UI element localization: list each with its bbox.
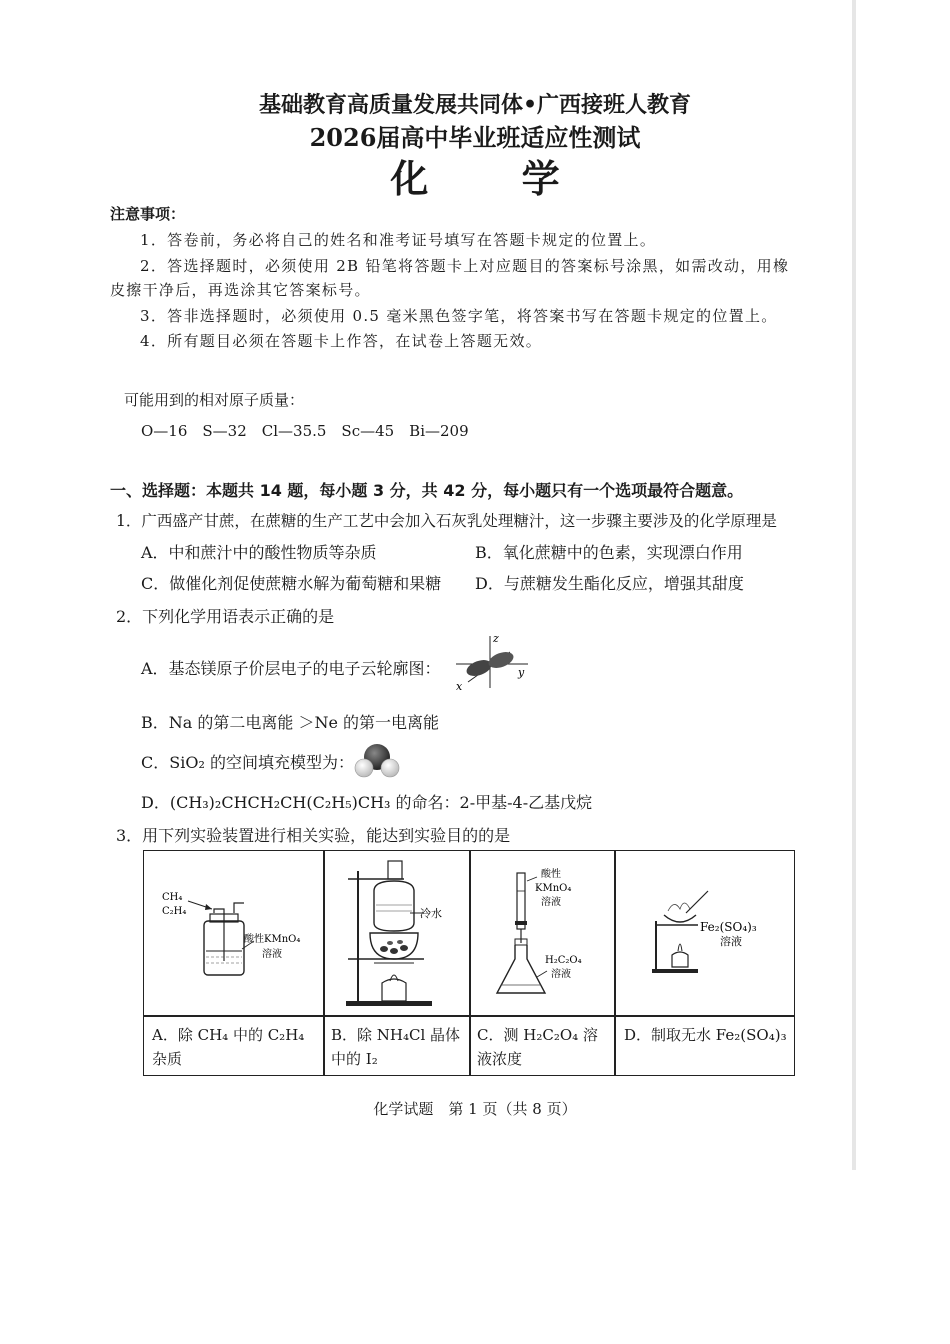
p-orbital-diagram bbox=[452, 632, 532, 694]
atomic-mass-values: O—16 S—32 Cl—35.5 Sc—45 Bi—209 bbox=[141, 422, 469, 440]
notes-title: 注意事项： bbox=[110, 205, 186, 223]
fig-a-gas-c2h4: C₂H₄ bbox=[162, 906, 187, 917]
figure-d-evaporation-setup bbox=[616, 851, 796, 1015]
q1-option-c: C．做催化剂促使蔗糖水解为葡萄糖和果糖 bbox=[141, 574, 442, 593]
subject-title: 化 学 bbox=[390, 156, 600, 201]
q1-option-d: D．与蔗糖发生酯化反应，增强其甜度 bbox=[475, 574, 744, 593]
figure-c-titration-setup bbox=[471, 851, 614, 1015]
q1-option-b: B．氧化蔗糖中的色素，实现漂白作用 bbox=[475, 543, 743, 562]
note-2: 2．答选择题时，必须使用 2B 铅笔将答题卡上对应题目的答案标号涂黑，如需改动，用橡 bbox=[140, 257, 790, 275]
q2-stem: 2．下列化学用语表示正确的是 bbox=[116, 607, 335, 626]
q2-option-a: A．基态镁原子价层电子的电子云轮廓图： bbox=[141, 659, 441, 678]
note-1: 1．答卷前，务必将自己的姓名和准考证号填写在答题卡规定的位置上。 bbox=[140, 231, 657, 249]
q2-option-b: B．Na 的第二电离能 ＞Ne 的第一电离能 bbox=[141, 713, 440, 732]
note-3: 3．答非选择题时，必须使用 0.5 毫米黑色签字笔，将答案书写在答题卡规定的位置上。 bbox=[140, 307, 778, 325]
fig-a-gas-ch4: CH₄ bbox=[162, 892, 183, 903]
caption-a: A．除 CH₄ 中的 C₂H₄ 杂质 bbox=[152, 1026, 305, 1068]
fig-d-label-1: Fe₂(SO₄)₃ bbox=[700, 920, 757, 934]
section-1-title: 一、选择题：本题共 14 题，每小题 3 分，共 42 分，每小题只有一个选项最符合题意。 bbox=[110, 481, 744, 500]
fig-b-cold-water: 冷水 bbox=[420, 907, 442, 920]
caption-d: D．制取无水 Fe₂(SO₄)₃ bbox=[624, 1026, 787, 1044]
note-2-cont: 皮擦干净后，再选涂其它答案标号。 bbox=[110, 281, 371, 299]
fig-c-label-5: 溶液 bbox=[551, 969, 571, 980]
apparatus-table bbox=[143, 850, 795, 1076]
caption-c: C．测 H₂C₂O₄ 溶液浓度 bbox=[477, 1026, 598, 1068]
exam-title: 2026届高中毕业班适应性测试 bbox=[309, 123, 641, 152]
note-4: 4．所有题目必须在答题卡上作答，在试卷上答题无效。 bbox=[140, 332, 543, 350]
fig-c-label-4: H₂C₂O₄ bbox=[545, 955, 582, 966]
axis-x-label: x bbox=[456, 680, 463, 693]
fig-c-label-3: 溶液 bbox=[541, 897, 561, 908]
caption-b: B．除 NH₄Cl 晶体中的 I₂ bbox=[331, 1026, 461, 1068]
figure-b-sublimation-apparatus bbox=[324, 851, 469, 1015]
q2-option-d: D．(CH₃)₂CHCH₂CH(C₂H₅)CH₃ 的命名：2-甲基-4-乙基戊烷 bbox=[141, 793, 593, 812]
axis-y-label: y bbox=[518, 666, 525, 679]
fig-c-label-2: KMnO₄ bbox=[535, 883, 572, 894]
q1-stem: 1．广西盛产甘蔗，在蔗糖的生产工艺中会加入石灰乳处理糖汁，这一步骤主要涉及的化学原理是 bbox=[116, 512, 777, 530]
table-divider bbox=[144, 1015, 794, 1017]
fig-c-label-1: 酸性 bbox=[541, 869, 561, 880]
q1-option-a: A．中和蔗汁中的酸性物质等杂质 bbox=[141, 543, 377, 562]
fig-a-solution-1: 酸性KMnO₄ bbox=[244, 934, 301, 945]
sio2-space-filling-model bbox=[353, 740, 401, 780]
fig-d-label-2: 溶液 bbox=[720, 935, 742, 948]
exam-organizer: 基础教育高质量发展共同体•广西接班人教育 bbox=[258, 92, 692, 118]
q2-option-c: C．SiO₂ 的空间填充模型为： bbox=[141, 753, 354, 772]
fig-a-solution-2: 溶液 bbox=[262, 949, 282, 960]
q3-stem: 3．用下列实验装置进行相关实验，能达到实验目的的是 bbox=[116, 826, 511, 845]
page-footer: 化学试题 第 1 页（共 8 页） bbox=[373, 1100, 577, 1118]
atomic-mass-label: 可能用到的相对原子质量： bbox=[124, 391, 305, 409]
axis-z-label: z bbox=[493, 632, 499, 645]
figure-a-gas-washing-bottle bbox=[144, 851, 323, 1015]
